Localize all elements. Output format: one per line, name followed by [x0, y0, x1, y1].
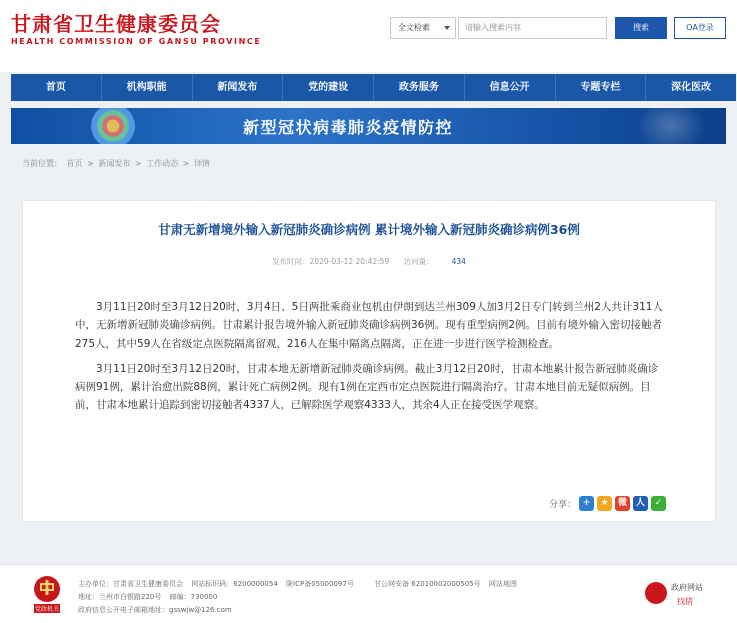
- article-body: [75, 298, 667, 422]
- site-header: [0, 0, 737, 72]
- article-meta: [23, 256, 715, 267]
- footer-email: 政府信息公开电子邮箱地址：gsswjw@126.com: [78, 606, 232, 614]
- nav-item-reform[interactable]: 深化医改: [671, 82, 712, 93]
- covid-banner[interactable]: [11, 108, 726, 144]
- oa-login-button[interactable]: OA登录: [674, 17, 726, 39]
- published-label: 发布时间：: [272, 257, 310, 266]
- views-count: 434: [451, 257, 466, 266]
- breadcrumb-item-detail: 详情: [193, 159, 210, 168]
- weibo-share-icon[interactable]: 微: [615, 496, 630, 511]
- footer-postcode: 邮编：730000: [169, 593, 218, 601]
- search-button[interactable]: 搜索: [615, 17, 667, 39]
- share-label: 分享：: [549, 500, 577, 510]
- breadcrumb-separator: >: [180, 159, 192, 168]
- search-scope-select[interactable]: [390, 17, 456, 39]
- nav-item-news[interactable]: 新闻发布: [193, 74, 284, 101]
- search-input[interactable]: 请输入搜索内容: [458, 17, 607, 39]
- nav-item-institution[interactable]: 机构职能: [102, 74, 193, 101]
- nav-item-home[interactable]: 首页: [11, 74, 102, 101]
- nav-item-party[interactable]: 党的建设: [283, 74, 374, 101]
- wechat-share-icon[interactable]: ✓: [651, 496, 666, 511]
- article-title: 甘肃无新增境外输入新冠肺炎确诊病例 累计境外输入新冠肺炎确诊病例36例: [158, 222, 580, 237]
- gov-badge-bottom: 找错: [677, 597, 693, 606]
- footer-line-1: [78, 578, 517, 591]
- gov-badge-top: 政府网站: [671, 583, 703, 592]
- plus-share-icon[interactable]: +: [579, 496, 594, 511]
- banner-lung-graphic: [636, 108, 706, 144]
- nav-item-services[interactable]: 政务服务: [374, 74, 465, 101]
- published-time: 2020-03-12 20:42:59: [309, 257, 390, 266]
- views-label: 访问量：: [403, 257, 434, 266]
- footer-icp[interactable]: 陇ICP备05000097号: [286, 580, 354, 588]
- article-paragraph: 3月11日20时至3月12日20时，3月4日、5日两批乘商业包机由伊朗到达兰州309人加3月2日专门转到兰州2人共计311人中，无新增新冠肺炎确诊病例。甘肃累计报告境外输入新冠肺炎确诊病例36例。现有重型病例2例。目前有境外输入密切接触者275人，其中59人在省级定点医院隔离留观，216人在集中隔离点隔离，正在进一步进行医学检测检查。: [75, 301, 663, 350]
- article-paragraph: 3月11日20时至3月12日20时，甘肃本地无新增新冠肺炎确诊病例。截止3月12日20时，甘肃本地累计报告新冠肺炎确诊病例91例，累计治愈出院88例，累计死亡病例2例。现有1例在定西市定点医院进行隔离治疗。甘肃本地目前无疑似病例。目前，甘肃本地累计追踪到密切接触者4337人，已解除医学观察4333人，其余4人正在接受医学观察。: [75, 362, 659, 412]
- share-bar: [549, 496, 666, 511]
- nav-item-disclosure[interactable]: 信息公开: [465, 74, 556, 101]
- main-nav: [11, 74, 736, 101]
- banner-graphic: [91, 108, 135, 144]
- footer-host: 主办单位：甘肃省卫生健康委员会: [78, 580, 183, 588]
- gov-error-report-badge[interactable]: [645, 580, 715, 612]
- footer-police-record[interactable]: 甘公网安备 62010002000505号: [374, 580, 481, 588]
- article-panel: [22, 200, 716, 522]
- party-government-emblem-icon[interactable]: [33, 574, 61, 614]
- search-scope-label: 全文检索: [398, 23, 430, 32]
- footer-info: [78, 578, 517, 617]
- banner-title: 新型冠状病毒肺炎疫情防控: [243, 118, 454, 137]
- breadcrumb-separator: >: [84, 159, 97, 168]
- site-footer: [0, 564, 737, 623]
- footer-address: 地址：兰州市白银路220号: [78, 593, 162, 601]
- site-subtitle: HEALTH COMMISSION OF GANSU PROVINCE: [11, 37, 262, 46]
- emblem-caption: 党政机关: [34, 606, 60, 613]
- breadcrumb: [22, 158, 212, 169]
- nav-item-topics[interactable]: 专题专栏: [556, 74, 647, 101]
- breadcrumb-label: 当前位置：: [22, 159, 62, 168]
- footer-line-3: [78, 604, 517, 617]
- renren-share-icon[interactable]: 人: [633, 496, 648, 511]
- qzone-share-icon[interactable]: ★: [597, 496, 612, 511]
- chevron-down-icon: [444, 26, 450, 30]
- footer-site-code: 网站标识码：6200000054: [191, 580, 278, 588]
- site-title[interactable]: 甘肃省卫生健康委员会: [11, 12, 221, 36]
- breadcrumb-item-home[interactable]: 首页: [66, 159, 83, 168]
- footer-line-2: [78, 591, 517, 604]
- footer-sitemap-link[interactable]: 网站地图: [488, 580, 517, 588]
- breadcrumb-separator: >: [132, 159, 145, 168]
- breadcrumb-item-news[interactable]: 新闻发布: [98, 159, 131, 168]
- breadcrumb-item-work[interactable]: 工作动态: [146, 159, 179, 168]
- gov-badge-icon: [645, 582, 667, 604]
